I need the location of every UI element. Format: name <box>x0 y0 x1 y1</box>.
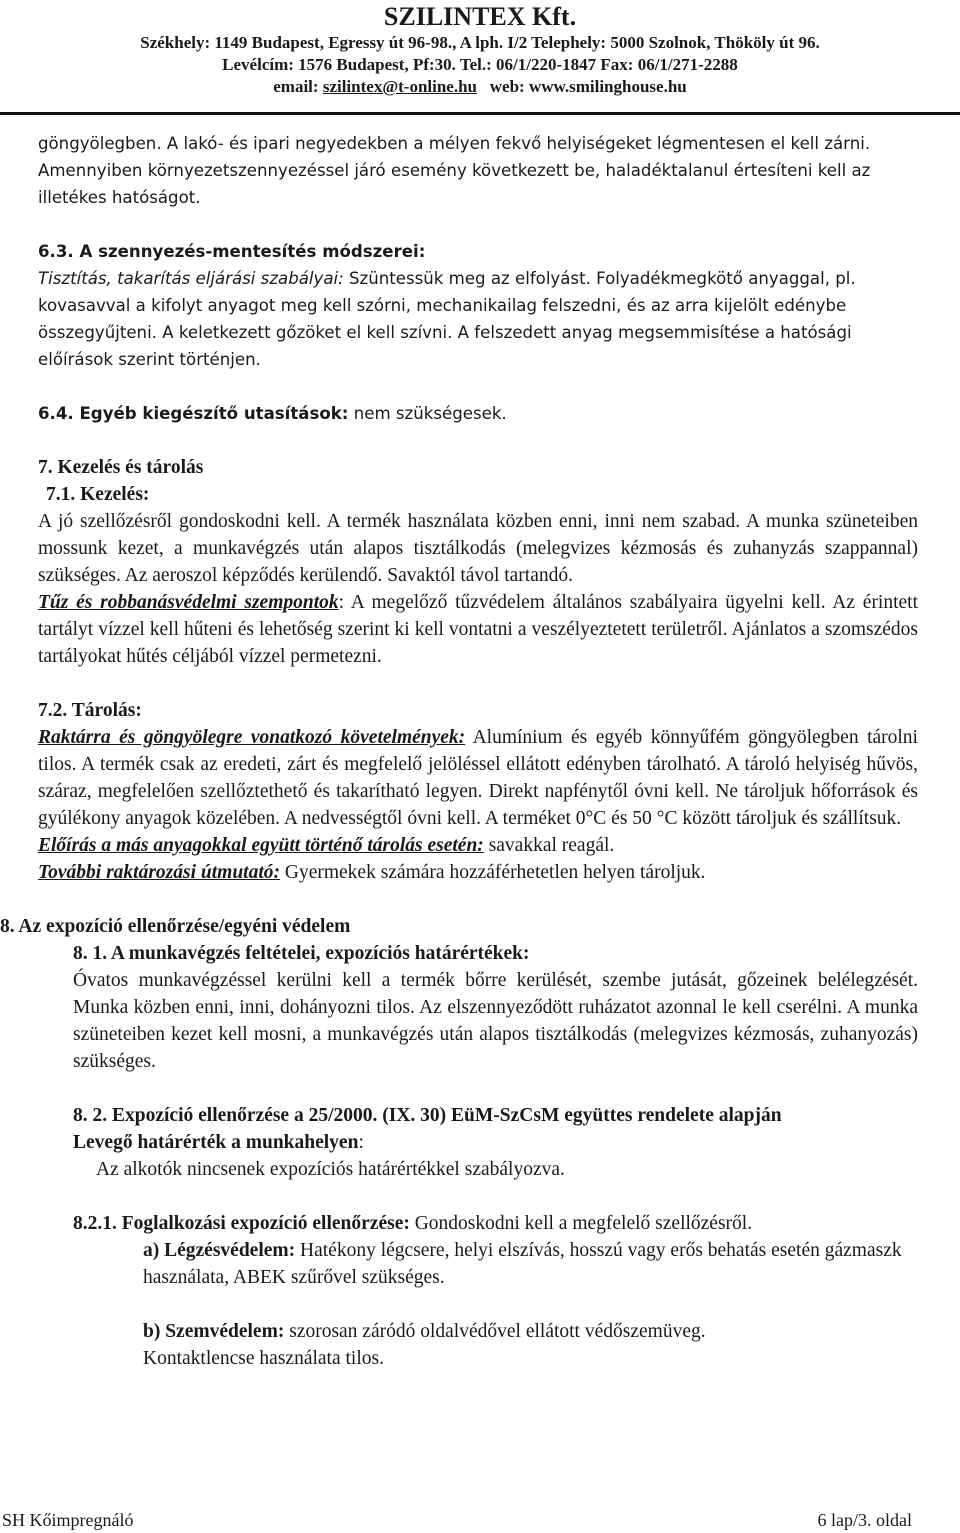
paragraph: b) Szemvédelem: szorosan záródó oldalvédővel ellátott védőszemüveg. <box>143 1321 706 1342</box>
paragraph: 8.2.1. Foglalkozási expozíció ellenőrzése: Gondoskodni kell a megfelelő szellőzésről. <box>73 1213 753 1234</box>
subsection-title: 8. 2. Expozíció ellenőrzése a 25/2000. (IX. 30) EüM-SzCsM együttes rendelete alapján <box>73 1105 782 1126</box>
paragraph: Kontaktlencse használata tilos. <box>143 1348 384 1369</box>
paragraph: Raktárra és göngyölegre vonatkozó követelmények: Alumínium és egyéb könnyűfém göngyölegben tárolni tilos. A termék csak az eredeti, zárt és megfelelő jelöléssel ellátott edényben tárolható. A tároló helyiség hűvös, száraz, megfelelően szellőztethető és takarítható legyen. Direkt napfénytől óvni kell. Ne tároljuk hőforrások és gyúlékony anyagok közelében. A nedvességtől óvni kell. A terméket 0°C és 50 °C között tároljuk és szállítsuk. <box>38 727 918 829</box>
email-label: email: <box>273 77 319 96</box>
email-link[interactable]: szilintex@t-online.hu <box>322 77 478 96</box>
section-7 <box>38 454 918 886</box>
web-address[interactable]: web: www.smilinghouse.hu <box>489 77 687 96</box>
subsection-title: 8. 1. A munkavégzés feltételei, expozíciós határértékek: <box>73 943 530 964</box>
address-line: Székhely: 1149 Budapest, Egressy út 96-98., A lph. I/2 Telephely: 5000 Szolnok, Thököly út 96. <box>140 33 820 52</box>
section-6-2-continued <box>38 130 918 211</box>
letterhead <box>0 2 960 98</box>
page-number: 6 lap/3. oldal <box>817 1510 912 1530</box>
product-name: SH Kőimpregnáló <box>2 1510 134 1530</box>
paragraph: göngyölegben. A lakó- és ipari negyedekben a mélyen fekvő helyiségeket légmentesen el kell zárni. <box>38 134 871 153</box>
section-title: 8. Az expozíció ellenőrzése/egyéni védelem <box>0 916 351 937</box>
header-divider <box>0 112 960 115</box>
paragraph: Levegő határérték a munkahelyen: <box>73 1132 364 1153</box>
paragraph: a) Légzésvédelem: Hatékony légcsere, helyi elszívás, hosszú vagy erős behatás esetén gázmaszk használata, ABEK szűrővel szükséges. <box>143 1240 902 1288</box>
contact-line: Levélcím: 1576 Budapest, Pf:30. Tel.: 06/1/220-1847 Fax: 06/1/271-2288 <box>222 55 738 74</box>
paragraph: Az alkotók nincsenek expozíciós határértékkel szabályozva. <box>96 1159 565 1180</box>
subsection-title: 7.1. Kezelés: <box>46 484 150 505</box>
section-6-3 <box>38 238 918 373</box>
paragraph: Amennyiben környezetszennyezéssel járó esemény következett be, haladéktalanul értesíteni kell az illetékes hatóságot. <box>38 161 871 207</box>
paragraph: Tisztítás, takarítás eljárási szabályai: Szüntessük meg az elfolyást. Folyadékmegkötő anyaggal, pl. kovasavval a kifolyt anyagot meg kell szórni, mechanikailag felszedni, és az arra kijelölt edénybe összegyűjteni. A keletkezett gőzöket el kell szívni. A felszedett anyag megsemmisítése a hatósági előírások szerint történjen. <box>38 269 856 369</box>
company-name: SZILINTEX Kft. <box>383 2 577 31</box>
paragraph: Óvatos munkavégzéssel kerülni kell a termék bőrre kerülését, szembe jutását, gőzeinek belélegzését. Munka közben enni, inni, dohányozni tilos. Az elszennyeződött ruházatot azonnal le kell cserélni. A munka szüneteiben kezet kell mosni, a munkavégzés után alapos tisztálkodás (melegvizes kézmosás, zuhanyozás) szükséges. <box>73 970 918 1072</box>
paragraph: További raktározási útmutató: Gyermekek számára hozzáférhetetlen helyen tároljuk. <box>38 862 706 883</box>
paragraph: Előírás a más anyagokkal együtt történő tárolás esetén: savakkal reagál. <box>38 835 615 856</box>
section-6-4: 6.4. Egyéb kiegészítő utasítások: nem szükségesek. <box>38 404 507 423</box>
section-8 <box>0 913 918 1372</box>
document-body <box>0 130 919 1372</box>
section-title: 6.3. A szennyezés-mentesítés módszerei: <box>38 242 426 261</box>
subsection-title: 7.2. Tárolás: <box>38 700 142 721</box>
section-title: 7. Kezelés és tárolás <box>38 457 204 478</box>
paragraph: Tűz és robbanásvédelmi szempontok: A megelőző tűzvédelem általános szabályaira ügyelni kell. Az érintett tartályt vízzel kell hűteni és lehetőség szerint ki kell vontatni a veszélyeztetett területről. Ajánlatos a szomszédos tartályokat hűtés céljából vízzel permetezni. <box>38 592 919 667</box>
paragraph: A jó szellőzésről gondoskodni kell. A termék használata közben enni, inni nem szabad. A munka szüneteiben mossunk kezet, a munkavégzés után alapos tisztálkodás (melegvizes kézmosás és zuhanyzás szappannal) szükséges. Az aeroszol képződés kerülendő. Savaktól távol tartandó. <box>38 511 918 586</box>
email-web-line <box>0 76 960 98</box>
